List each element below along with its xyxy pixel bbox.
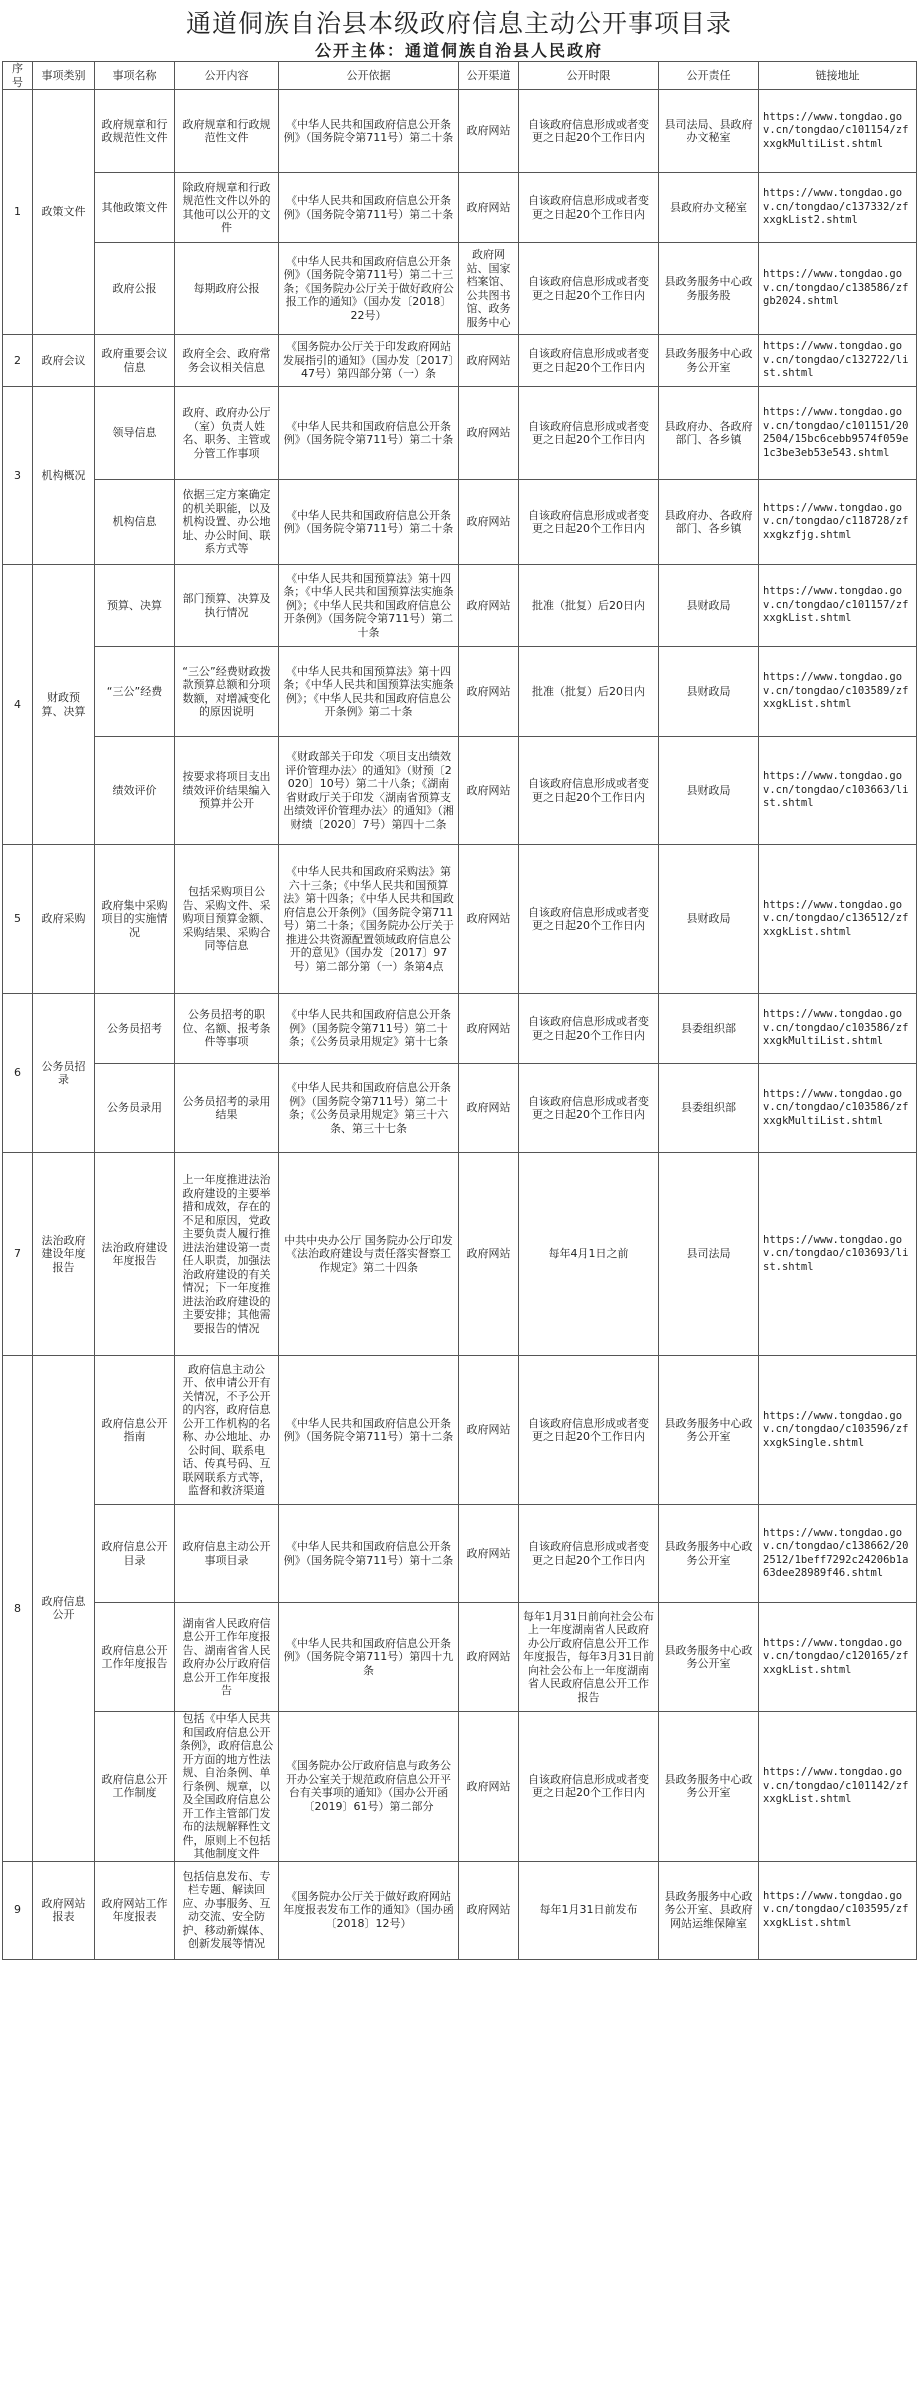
group-number-cell: 2 [3,335,33,387]
item-basis-cell: 《国务院办公厅关于做好政府网站年度报表发布工作的通知》（国办函〔2018〕12号） [279,1861,459,1959]
item-limit-cell: 自该政府信息形成或者变更之日起20个工作日内 [519,173,659,243]
item-name-cell: 机构信息 [95,480,175,565]
table-row [3,1712,917,1862]
item-content-cell: 包括《中华人民共和国政府信息公开条例》，政府信息公开方面的地方性法规、自治条例、单行条例、规章，以及全国政府信息公开工作主管部门发布的法规解释性文件，原则上不包括其他制度文件 [175,1712,279,1862]
item-link-cell[interactable]: https://www.tongdao.gov.cn/tongdao/c101142/zfxxgkList.shtml [759,1712,917,1862]
table-row [3,845,917,994]
item-limit-cell: 自该政府信息形成或者变更之日起20个工作日内 [519,335,659,387]
item-basis-cell: 《中华人民共和国政府信息公开条例》（国务院令第711号）第二十条 [279,387,459,480]
item-basis-cell: 《中华人民共和国政府信息公开条例》（国务院令第711号）第二十条 [279,90,459,173]
item-duty-cell: 县委组织部 [659,1064,759,1153]
table-row [3,737,917,845]
table-row [3,994,917,1064]
table-row [3,90,917,173]
item-name-cell: 预算、决算 [95,565,175,647]
item-limit-cell: 自该政府信息形成或者变更之日起20个工作日内 [519,994,659,1064]
table-row [3,565,917,647]
item-basis-cell: 《国务院办公厅政府信息与政务公开办公室关于规范政府信息公开平台有关事项的通知》（国办公开函〔2019〕61号）第二部分 [279,1712,459,1862]
item-link-cell[interactable]: https://www.tongdao.gov.cn/tongdao/c103586/zfxxgkMultiList.shtml [759,1064,917,1153]
item-name-cell: “三公”经费 [95,647,175,737]
item-duty-cell: 县政务服务中心政务公开室 [659,1356,759,1505]
item-duty-cell: 县政务服务中心政务服务股 [659,243,759,335]
table-row [3,1064,917,1153]
item-basis-cell: 《中华人民共和国政府信息公开条例》（国务院令第711号）第二十条 [279,480,459,565]
item-channel-cell: 政府网站 [459,737,519,845]
item-link-cell[interactable]: https://www.tongdao.gov.cn/tongdao/c138586/zfgb2024.shtml [759,243,917,335]
header-cell-content: 公开内容 [175,62,279,90]
item-limit-cell: 自该政府信息形成或者变更之日起20个工作日内 [519,1505,659,1603]
group-number-cell: 3 [3,387,33,565]
item-link-cell[interactable]: https://www.tongdao.gov.cn/tongdao/c101151/202504/15bc6cebb9574f059e1c3be3eb53e543.shtml [759,387,917,480]
page-title: 通道侗族自治县本级政府信息主动公开事项目录 [185,9,732,38]
item-basis-cell: 《中华人民共和国政府信息公开条例》（国务院令第711号）第二十条；《公务员录用规定》第十七条 [279,994,459,1064]
item-content-cell: 依据三定方案确定的机关职能，以及机构设置、办公地址、办公时间、联系方式等 [175,480,279,565]
item-content-cell: “三公”经费财政拨款预算总额和分项数额，对增减变化的原因说明 [175,647,279,737]
item-duty-cell: 县财政局 [659,565,759,647]
item-name-cell: 政府信息公开目录 [95,1505,175,1603]
item-content-cell: 政府、政府办公厅（室）负责人姓名、职务、主管或分管工作事项 [175,387,279,480]
item-channel-cell: 政府网站 [459,1505,519,1603]
item-name-cell: 政府信息公开工作年度报告 [95,1603,175,1712]
table-row [3,480,917,565]
item-limit-cell: 每年1月31日前向社会公布上一年度湖南省人民政府办公厅政府信息公开工作年度报告，每年3月31日前向社会公布上一年度湖南省人民政府信息公开工作报告 [519,1603,659,1712]
item-name-cell: 公务员招考 [95,994,175,1064]
item-content-cell: 政府规章和行政规范性文件 [175,90,279,173]
item-content-cell: 公务员招考的录用结果 [175,1064,279,1153]
item-basis-cell: 中共中央办公厅 国务院办公厅印发《法治政府建设与责任落实督察工作规定》第二十四条 [279,1153,459,1356]
table-row [3,1861,917,1959]
item-name-cell: 政府信息公开指南 [95,1356,175,1505]
item-basis-cell: 《中华人民共和国政府信息公开条例》（国务院令第711号）第二十条；《公务员录用规定》第三十六条、第三十七条 [279,1064,459,1153]
item-name-cell: 其他政策文件 [95,173,175,243]
item-channel-cell: 政府网站 [459,647,519,737]
group-category-cell: 政府网站报表 [33,1861,95,1959]
item-content-cell: 上一年度推进法治政府建设的主要举措和成效，存在的不足和原因，党政主要负责人履行推进法治建设第一责任人职责，加强法治政府建设的有关情况；下一年度推进法治政府建设的主要安排；其他需要报告的情况 [175,1153,279,1356]
item-basis-cell: 《中华人民共和国政府信息公开条例》（国务院令第711号）第十二条 [279,1505,459,1603]
item-basis-cell: 《中华人民共和国预算法》第十四条；《中华人民共和国预算法实施条例》；《中华人民共和国政府信息公开条例》（国务院令第711号）第二十条 [279,565,459,647]
item-content-cell: 湖南省人民政府信息公开工作年度报告、湖南省省人民政府办公厅政府信息公开工作年度报告 [175,1603,279,1712]
group-number-cell: 8 [3,1356,33,1862]
group-category-cell: 政府会议 [33,335,95,387]
item-limit-cell: 自该政府信息形成或者变更之日起20个工作日内 [519,1356,659,1505]
item-limit-cell: 自该政府信息形成或者变更之日起20个工作日内 [519,737,659,845]
table-row [3,1603,917,1712]
item-channel-cell: 政府网站 [459,1064,519,1153]
header-cell-duty: 公开责任 [659,62,759,90]
item-channel-cell: 政府网站 [459,335,519,387]
item-limit-cell: 自该政府信息形成或者变更之日起20个工作日内 [519,1712,659,1862]
item-limit-cell: 每年4月1日之前 [519,1153,659,1356]
item-link-cell[interactable]: https://www.tongdao.gov.cn/tongdao/c137332/zfxxgkList2.shtml [759,173,917,243]
group-number-cell: 1 [3,90,33,335]
header-cell-name: 事项名称 [95,62,175,90]
item-duty-cell: 县财政局 [659,845,759,994]
page-subtitle: 公开主体：通道侗族自治县人民政府 [314,41,603,60]
item-basis-cell: 《中华人民共和国政府信息公开条例》（国务院令第711号）第四十九条 [279,1603,459,1712]
table-row [3,647,917,737]
item-link-cell[interactable]: https://www.tongdao.gov.cn/tongdao/c101157/zfxxgkList.shtml [759,565,917,647]
item-basis-cell: 《国务院办公厅关于印发政府网站发展指引的通知》（国办发〔2017〕47号）第四部分第（一）条 [279,335,459,387]
item-basis-cell: 《中华人民共和国政府采购法》第六十三条；《中华人民共和国预算法》第十四条；《中华人民共和国政府信息公开条例》（国务院令第711号）第二十条；《国务院办公厅关于推进公共资源配置领域政府信息公开的意见》（国办发〔2017〕97号）第二部分第（一）条第4点 [279,845,459,994]
item-content-cell: 包括采购项目公告、采购文件、采购项目预算金额、采购结果、采购合同等信息 [175,845,279,994]
item-channel-cell: 政府网站 [459,173,519,243]
item-link-cell[interactable]: https://www.tongdao.gov.cn/tongdao/c132722/list.shtml [759,335,917,387]
item-link-cell[interactable]: https://www.tongdao.gov.cn/tongdao/c103596/zfxxgkSingle.shtml [759,1356,917,1505]
item-basis-cell: 《中华人民共和国政府信息公开条例》（国务院令第711号）第二十三条；《国务院办公厅关于做好政府公报工作的通知》（国办发〔2018〕22号） [279,243,459,335]
item-limit-cell: 自该政府信息形成或者变更之日起20个工作日内 [519,480,659,565]
item-channel-cell: 政府网站 [459,1861,519,1959]
item-basis-cell: 《中华人民共和国政府信息公开条例》（国务院令第711号）第二十条 [279,173,459,243]
item-duty-cell: 县财政局 [659,647,759,737]
group-number-cell: 7 [3,1153,33,1356]
item-name-cell: 绩效评价 [95,737,175,845]
header-cell-channel: 公开渠道 [459,62,519,90]
item-duty-cell: 县政府办文秘室 [659,173,759,243]
group-number-cell: 5 [3,845,33,994]
item-channel-cell: 政府网站 [459,1603,519,1712]
item-name-cell: 政府集中采购项目的实施情况 [95,845,175,994]
group-category-cell: 法治政府建设年度报告 [33,1153,95,1356]
item-content-cell: 包括信息发布、专栏专题、解读回应、办事服务、互动交流、安全防护、移动新媒体、创新发展等情况 [175,1861,279,1959]
item-limit-cell: 每年1月31日前发布 [519,1861,659,1959]
item-channel-cell: 政府网站 [459,1356,519,1505]
item-content-cell: 公务员招考的职位、名额、报考条件等事项 [175,994,279,1064]
item-limit-cell: 批准（批复）后20日内 [519,565,659,647]
item-channel-cell: 政府网站 [459,565,519,647]
item-name-cell: 政府网站工作年度报表 [95,1861,175,1959]
table-row [3,173,917,243]
header-row [3,62,917,90]
item-limit-cell: 自该政府信息形成或者变更之日起20个工作日内 [519,1064,659,1153]
header-cell-basis: 公开依据 [279,62,459,90]
group-category-cell: 财政预算、决算 [33,565,95,845]
item-duty-cell: 县委组织部 [659,994,759,1064]
header-cell-link: 链接地址 [759,62,917,90]
table-row [3,1153,917,1356]
item-link-cell[interactable]: https://www.tongdao.gov.cn/tongdao/c103586/zfxxgkMultiList.shtml [759,994,917,1064]
item-channel-cell: 政府网站 [459,1153,519,1356]
header-cell-no: 序号 [3,62,33,90]
item-content-cell: 政府全会、政府常务会议相关信息 [175,335,279,387]
item-name-cell: 政府规章和行政规范性文件 [95,90,175,173]
item-link-cell[interactable]: https://www.tongdao.gov.cn/tongdao/c138662/202512/1beff7292c24206b1a63dee28989f46.shtml [759,1505,917,1603]
header-cell-category: 事项类别 [33,62,95,90]
item-duty-cell: 县司法局、县政府办文秘室 [659,90,759,173]
group-number-cell: 6 [3,994,33,1153]
item-content-cell: 部门预算、决算及执行情况 [175,565,279,647]
item-limit-cell: 批准（批复）后20日内 [519,647,659,737]
item-duty-cell: 县政务服务中心政务公开室 [659,1712,759,1862]
item-basis-cell: 《财政部关于印发〈项目支出绩效评价管理办法〉的通知》（财预〔2020〕10号）第二十八条；《湖南省财政厅关于印发〈湖南省预算支出绩效评价管理办法〉的通知》（湘财绩〔2020〕7号）第四十二条 [279,737,459,845]
item-channel-cell: 政府网站 [459,480,519,565]
item-channel-cell: 政府网站 [459,1712,519,1862]
table-body [3,90,917,1960]
item-limit-cell: 自该政府信息形成或者变更之日起20个工作日内 [519,845,659,994]
item-limit-cell: 自该政府信息形成或者变更之日起20个工作日内 [519,90,659,173]
group-number-cell: 4 [3,565,33,845]
item-channel-cell: 政府网站、国家档案馆、公共图书馆、政务服务中心 [459,243,519,335]
item-link-cell[interactable]: https://www.tongdao.gov.cn/tongdao/c136512/zfxxgkList.shtml [759,845,917,994]
group-category-cell: 政府信息公开 [33,1356,95,1862]
group-category-cell: 公务员招录 [33,994,95,1153]
catalog-table [2,61,917,1960]
item-link-cell[interactable]: https://www.tongdao.gov.cn/tongdao/c103595/zfxxgkList.shtml [759,1861,917,1959]
item-basis-cell: 《中华人民共和国政府信息公开条例》（国务院令第711号）第十二条 [279,1356,459,1505]
item-link-cell[interactable]: https://www.tongdao.gov.cn/tongdao/c103589/zfxxgkList.shtml [759,647,917,737]
item-channel-cell: 政府网站 [459,994,519,1064]
item-duty-cell: 县政府办、各政府部门、各乡镇 [659,387,759,480]
item-link-cell[interactable]: https://www.tongdao.gov.cn/tongdao/c120165/zfxxgkList.shtml [759,1603,917,1712]
item-limit-cell: 自该政府信息形成或者变更之日起20个工作日内 [519,387,659,480]
item-duty-cell: 县政务服务中心政务公开室、县政府网站运维保障室 [659,1861,759,1959]
item-content-cell: 按要求将项目支出绩效评价结果编入预算并公开 [175,737,279,845]
item-content-cell: 政府信息主动公开、依申请公开有关情况，不予公开的内容，政府信息公开工作机构的名称、办公地址、办公时间、联系电话、传真号码、互联网联系方式等，监督和救济渠道 [175,1356,279,1505]
item-name-cell: 政府公报 [95,243,175,335]
group-number-cell: 9 [3,1861,33,1959]
table-row [3,387,917,480]
item-duty-cell: 县政务服务中心政务公开室 [659,1505,759,1603]
item-name-cell: 领导信息 [95,387,175,480]
item-content-cell: 政府信息主动公开事项目录 [175,1505,279,1603]
item-basis-cell: 《中华人民共和国预算法》第十四条；《中华人民共和国预算法实施条例》；《中华人民共和国政府信息公开条例》第二十条 [279,647,459,737]
item-name-cell: 法治政府建设年度报告 [95,1153,175,1356]
item-duty-cell: 县司法局 [659,1153,759,1356]
table-row [3,335,917,387]
item-name-cell: 公务员录用 [95,1064,175,1153]
header-cell-limit: 公开时限 [519,62,659,90]
item-duty-cell: 县政务服务中心政务公开室 [659,335,759,387]
item-limit-cell: 自该政府信息形成或者变更之日起20个工作日内 [519,243,659,335]
item-link-cell[interactable]: https://www.tongdao.gov.cn/tongdao/c103663/list.shtml [759,737,917,845]
group-category-cell: 政府采购 [33,845,95,994]
item-channel-cell: 政府网站 [459,387,519,480]
item-name-cell: 政府信息公开工作制度 [95,1712,175,1862]
item-link-cell[interactable]: https://www.tongdao.gov.cn/tongdao/c118728/zfxxgkzfjg.shtml [759,480,917,565]
item-content-cell: 除政府规章和行政规范性文件以外的其他可以公开的文件 [175,173,279,243]
group-category-cell: 机构概况 [33,387,95,565]
item-name-cell: 政府重要会议信息 [95,335,175,387]
item-link-cell[interactable]: https://www.tongdao.gov.cn/tongdao/c101154/zfxxgkMultiList.shtml [759,90,917,173]
table-row [3,1505,917,1603]
item-duty-cell: 县政府办、各政府部门、各乡镇 [659,480,759,565]
item-content-cell: 每期政府公报 [175,243,279,335]
item-duty-cell: 县财政局 [659,737,759,845]
table-row [3,1356,917,1505]
group-category-cell: 政策文件 [33,90,95,335]
table-row [3,243,917,335]
item-channel-cell: 政府网站 [459,90,519,173]
item-link-cell[interactable]: https://www.tongdao.gov.cn/tongdao/c103693/list.shtml [759,1153,917,1356]
item-duty-cell: 县政务服务中心政务公开室 [659,1603,759,1712]
item-channel-cell: 政府网站 [459,845,519,994]
